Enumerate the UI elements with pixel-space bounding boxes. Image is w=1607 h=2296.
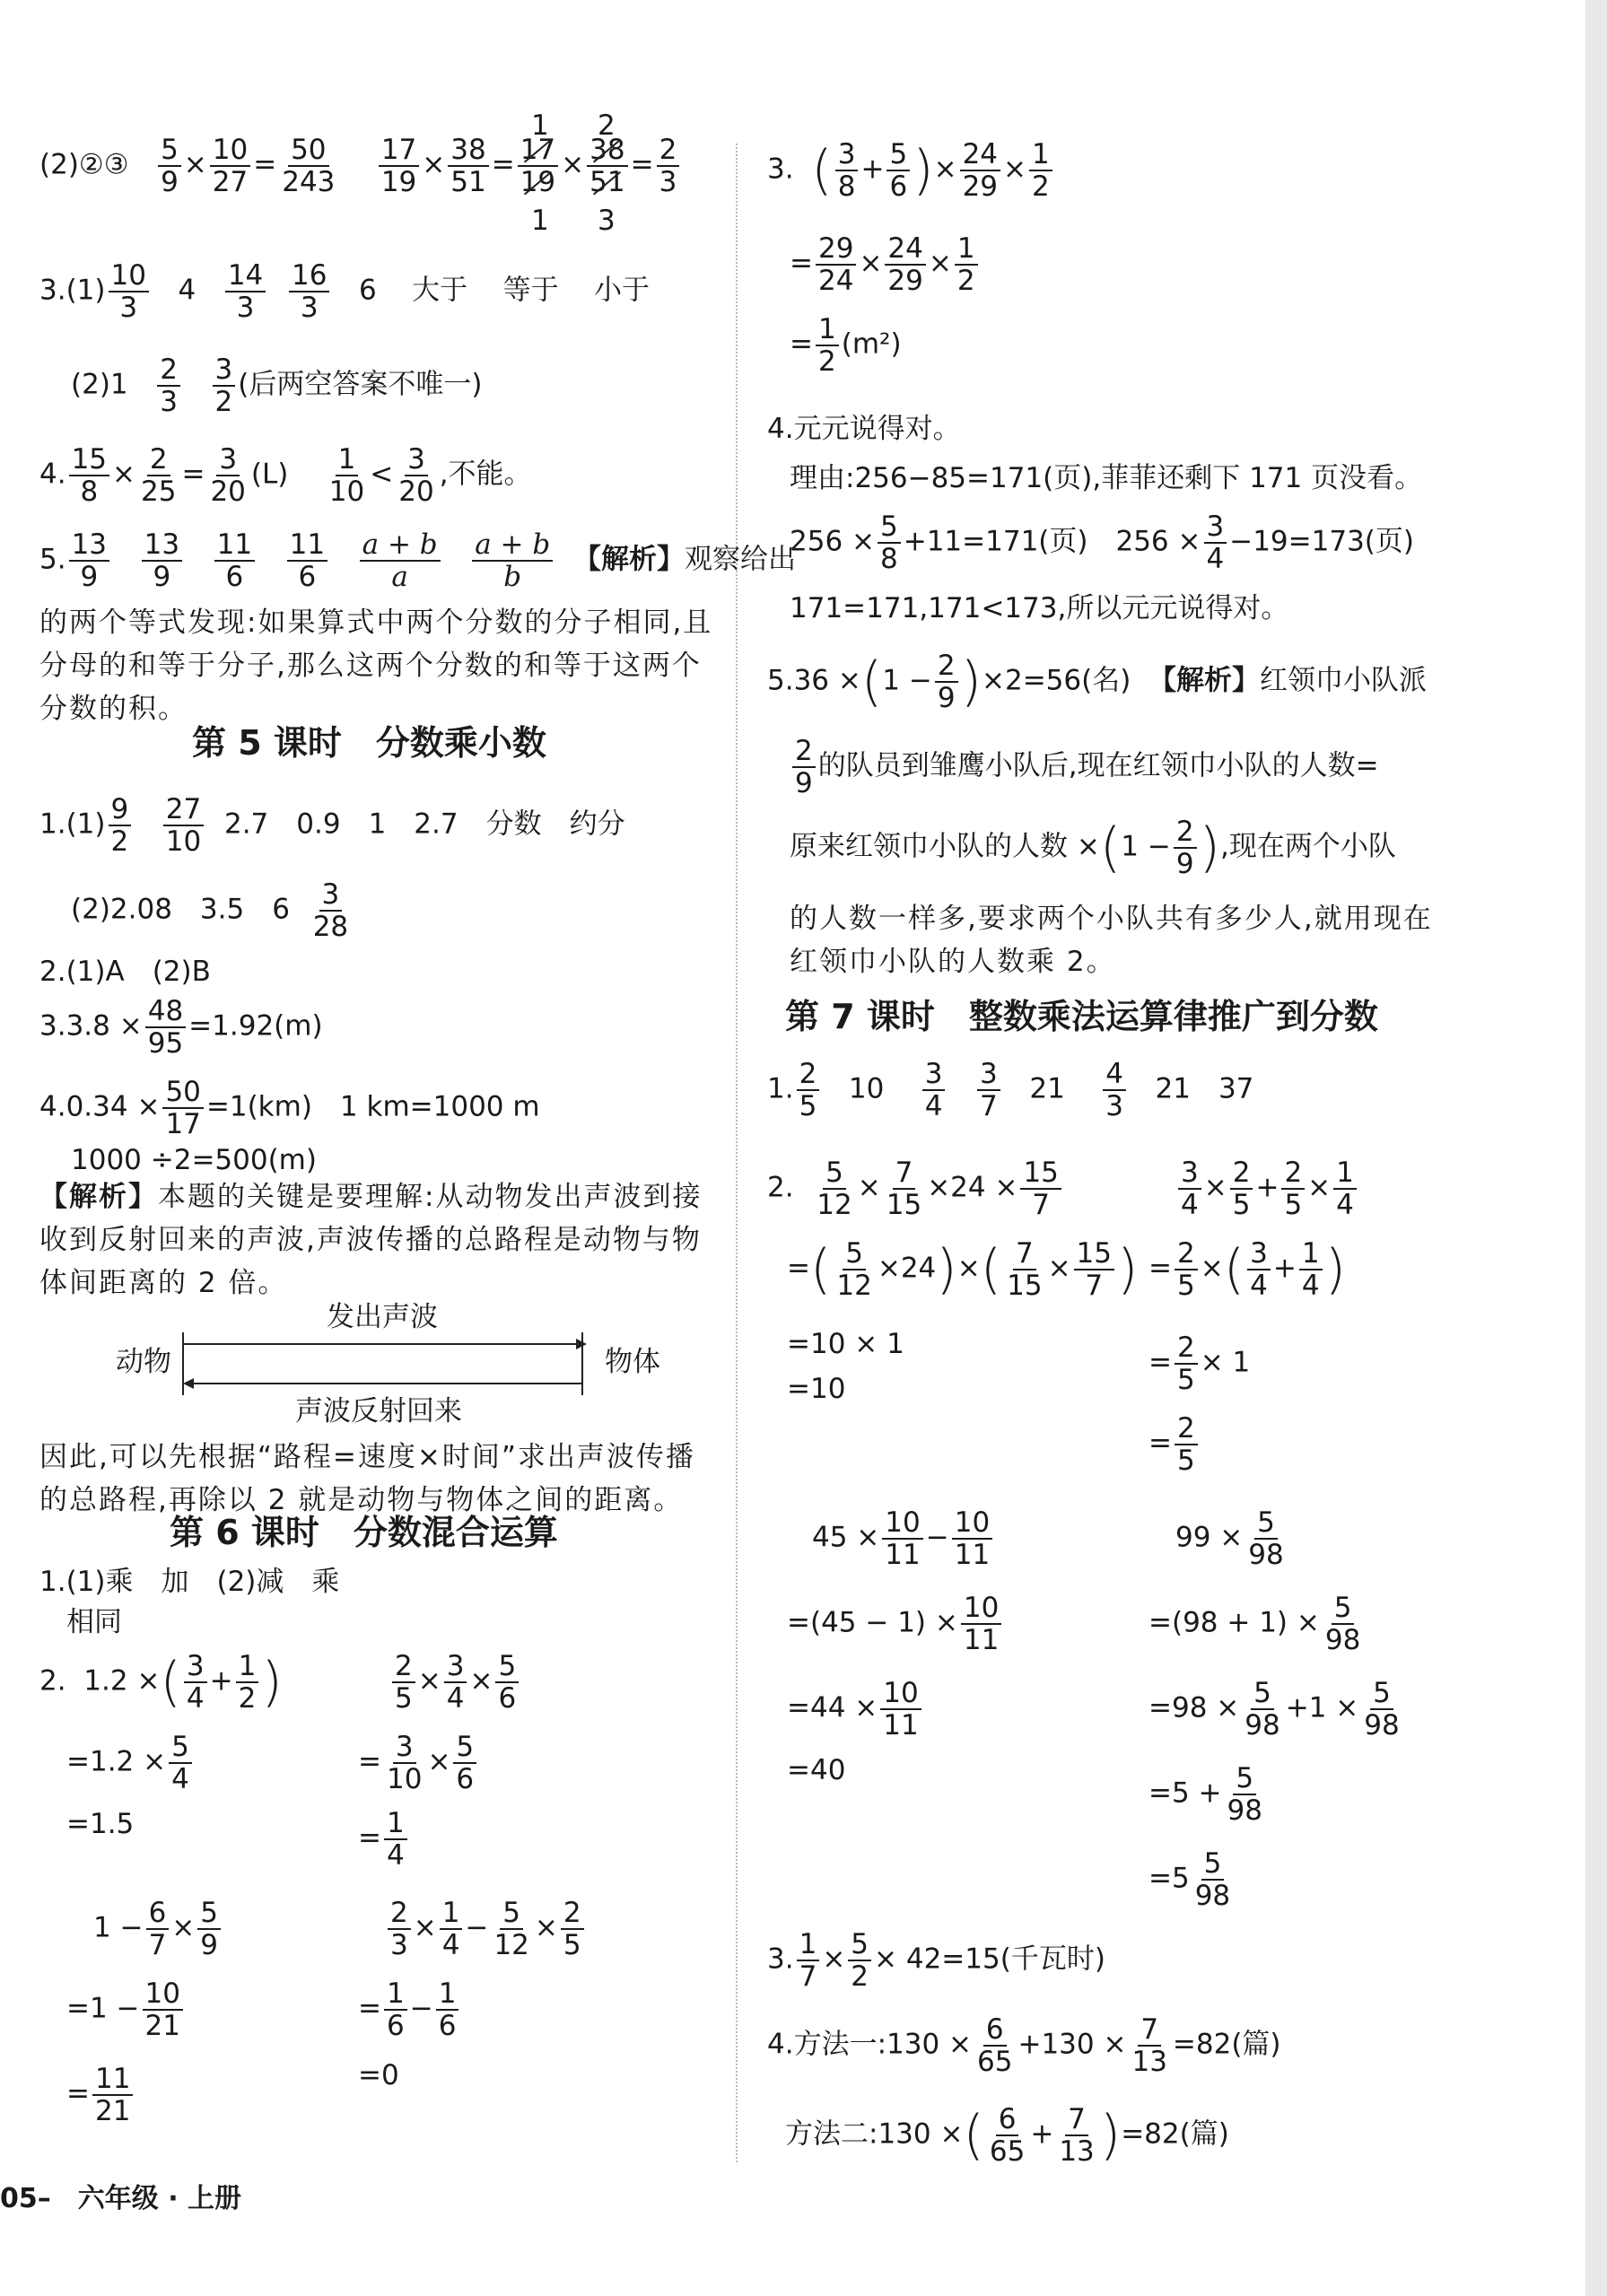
- lesson6-q2-b3: = $\frac{1}{4}$: [358, 1808, 410, 1871]
- lesson7-q2-d3: =98 × $\frac{5}{98}$ +1 × $\frac{5}{98}$: [1148, 1677, 1400, 1742]
- page-edge-shadow: [1585, 0, 1607, 2296]
- r-answer-5-3: 原来红领巾小队的人数 ×(1 − $\frac{2}{9}$ ),现在两个小队: [790, 816, 1396, 881]
- lesson5-q4: 4.0.34 × $\frac{50}{17}$ =1(km) 1 km=1000 m: [39, 1076, 540, 1141]
- heading-lesson-6: 第 6 课时 分数混合运算: [170, 1513, 558, 1552]
- lesson7-q2-c4: =40: [787, 1754, 846, 1786]
- answer-3-2: (2)1 $\frac{2}{3}$ $\frac{3}{2}$ (后两空答案不唯一): [71, 354, 483, 419]
- lesson5-q3: 3.3.8 × $\frac{48}{95}$ =1.92(m): [39, 995, 323, 1061]
- heading-lesson-7: 第 7 课时 整数乘法运算律推广到分数: [785, 997, 1378, 1036]
- lesson7-q2-b4: = $\frac{2}{5}$: [1148, 1413, 1201, 1476]
- lesson6-q2-c3: = $\frac{11}{21}$: [66, 2064, 135, 2126]
- diagram-label-top: 发出声波: [327, 1301, 438, 1333]
- lesson7-q2-a3: =10 × 1: [787, 1328, 904, 1360]
- lesson6-q2-d2: = $\frac{1}{6}$ − $\frac{1}{6}$: [358, 1978, 461, 2041]
- lesson7-q4-a: 4.方法一:130 × $\frac{6}{65}$ +130 × $\frac{7}{13}$ =82(篇): [767, 2013, 1281, 2079]
- lesson6-q2-c1: 1 − $\frac{6}{7}$ × $\frac{5}{9}$: [93, 1898, 223, 1960]
- lesson6-q2-b1: $\frac{2}{5}$ × $\frac{3}{4}$ × $\frac{5}{6}$: [389, 1651, 521, 1714]
- diagram-label-bottom: 声波反射回来: [295, 1395, 462, 1427]
- r-answer-4-4: 171=171,171<173,所以元元说得对。: [790, 592, 1289, 624]
- lesson6-q1: 1.(1)乘 加 (2)减 乘: [39, 1566, 340, 1598]
- lesson7-q2-b1: $\frac{3}{4}$ × $\frac{2}{5}$ + $\frac{2}{5}$ × $\frac{1}{4}$: [1175, 1157, 1359, 1220]
- analysis-5-text: 的两个等式发现:如果算式中两个分数的分子相同,且分母的和等于分子,那么这两个分数的和等于这两个分数的积。: [39, 607, 713, 725]
- r-answer-5-1: 5.36 ×(1 − $\frac{2}{9}$ )×2=56(名) 【解析】红领巾小队派: [767, 650, 1428, 715]
- lesson7-q2-d2: =(98 + 1) × $\frac{5}{98}$: [1148, 1592, 1361, 1657]
- lesson6-q2-b2: = $\frac{3}{10}$ × $\frac{5}{6}$: [358, 1732, 479, 1794]
- lesson7-q2-b3: = $\frac{2}{5}$ × 1: [1148, 1331, 1251, 1397]
- answer-2-2: (2)②③ $\frac{5}{9}$ × $\frac{10}{27}$ = $\frac{50}{243}$ $\frac{17}{19}$ × $\frac{38}{51}$ = $\frac{17}{19}$ × $\frac{38}{51}$ = $\frac{2}{3}$: [39, 135, 682, 197]
- answer-5: 5. $\frac{13}{9}$ $\frac{13}{9}$ $\frac{11}{6}$ $\frac{11}{6}$ $\frac{a + b}{a}$ $\frac{a + b}{b}$ 【解析】观察给出: [39, 528, 796, 594]
- r-answer-4-2: 理由:256−85=171(页),菲菲还剩下 171 页没看。: [790, 462, 1423, 494]
- lesson7-q1: 1. $\frac{2}{5}$ 10 $\frac{3}{4}$ $\frac{3}{7}$ 21 $\frac{4}{3}$ 21 37: [767, 1058, 1254, 1123]
- r-answer-3-c: = $\frac{1}{2}$ (m²): [790, 313, 902, 379]
- r-answer-3-b: = $\frac{29}{24}$ × $\frac{24}{29}$ × $\frac{1}{2}$: [790, 233, 981, 296]
- r-answer-5-4: 的人数一样多,要求两个小队共有多少人,就用现在红领巾小队的人数乘 2。: [790, 903, 1433, 978]
- lesson5-q4-b: 1000 ÷2=500(m): [71, 1144, 317, 1176]
- heading-lesson-5: 第 5 课时 分数乘小数: [192, 723, 546, 763]
- page-footer: 05– 六年级 · 上册: [0, 2183, 242, 2214]
- diagram-label-animal: 动物: [116, 1346, 171, 1378]
- cancel-bottom-2: 3: [598, 205, 616, 237]
- lesson5-q2: 2.(1)A (2)B: [39, 956, 211, 988]
- r-answer-5-2: $\frac{2}{9}$ 的队员到雏鹰小队后,现在红领巾小队的人数=: [790, 736, 1379, 799]
- lesson7-q2-a4: =10: [787, 1373, 846, 1405]
- lesson7-q2-d4: =5 + $\frac{5}{98}$: [1148, 1762, 1262, 1828]
- lesson6-q2-a1: 2. 1.2 ×( $\frac{3}{4}$ + $\frac{1}{2}$ ): [39, 1650, 283, 1715]
- lesson7-q2-a2: =( $\frac{5}{12}$ ×24)×( $\frac{7}{15}$ × $\frac{15}{7}$ ): [787, 1237, 1139, 1303]
- lesson7-q4-b: 方法二:130 ×( $\frac{6}{65}$ + $\frac{7}{13}$ )=82(篇): [785, 2103, 1229, 2169]
- lesson5-conclusion: 因此,可以先根据“路程=速度×时间”求出声波传播的总路程,再除以 2 就是动物与物体之间的距离。: [39, 1441, 695, 1516]
- lesson7-q2-c1: 45 × $\frac{10}{11}$ − $\frac{10}{11}$: [812, 1507, 995, 1570]
- cancel-top-2: 2: [598, 109, 616, 142]
- lesson6-q2-a3: =1.5: [66, 1808, 135, 1840]
- cancel-top-1: 1: [531, 109, 549, 142]
- cancel-bottom-1: 1: [531, 205, 549, 237]
- lesson7-q2-c3: =44 × $\frac{10}{11}$: [787, 1678, 924, 1741]
- lesson7-q2-d5: =5 $\frac{5}{98}$: [1148, 1847, 1231, 1913]
- r-answer-3: 3. ( $\frac{3}{8}$ + $\frac{5}{6}$ )× $\frac{24}{29}$ × $\frac{1}{2}$: [767, 139, 1055, 202]
- diagram-label-object: 物体: [605, 1346, 660, 1378]
- lesson6-q2-d3: =0: [358, 2059, 399, 2091]
- column-divider: [736, 144, 738, 2162]
- lesson5-analysis: 【解析】本题的关键是要理解:从动物发出声波到接收到反射回来的声波,声波传播的总路程是动物与物体间距离的 2 倍。: [39, 1181, 703, 1299]
- lesson6-q2-c2: =1 − $\frac{10}{21}$: [66, 1978, 186, 2041]
- lesson6-q2-d1: $\frac{2}{3}$ × $\frac{1}{4}$ − $\frac{5}{12}$ × $\frac{2}{5}$: [385, 1898, 587, 1960]
- lesson7-q2-d1: 99 × $\frac{5}{98}$: [1175, 1506, 1284, 1572]
- r-answer-4-1: 4.元元说得对。: [767, 413, 961, 445]
- lesson7-q2-c2: =(45 − 1) × $\frac{10}{11}$: [787, 1593, 1004, 1655]
- lesson5-q1-1: 1.(1) $\frac{9}{2}$ $\frac{27}{10}$ 2.7 0.9 1 2.7 分数 约分: [39, 793, 625, 859]
- lesson6-q1-b: 相同: [66, 1606, 122, 1638]
- lesson5-q1-2: (2)2.08 3.5 6 $\frac{3}{28}$: [71, 878, 349, 944]
- lesson7-q2-b2: = $\frac{2}{5}$ ×( $\frac{3}{4}$ + $\frac{1}{4}$ ): [1148, 1237, 1346, 1303]
- answer-3-1: 3.(1) $\frac{10}{3}$ 4 $\frac{14}{3}$ $\frac{16}{3}$ 6 大于 等于 小于: [39, 259, 650, 325]
- lesson7-q3: 3. $\frac{1}{7}$ × $\frac{5}{2}$ × 42=15(千瓦时): [767, 1928, 1105, 1994]
- lesson6-q2-a2: =1.2 × $\frac{5}{4}$: [66, 1732, 195, 1794]
- answer-4: 4. $\frac{15}{8}$ × $\frac{2}{25}$ = $\frac{3}{20}$ (L) $\frac{1}{10}$ < $\frac{3}{20}$ ,不能。: [39, 443, 532, 509]
- r-answer-4-3: 256 × $\frac{5}{8}$ +11=171(页) 256 × $\frac{3}{4}$ −19=173(页): [790, 511, 1414, 576]
- lesson7-q2-a1: 2. $\frac{5}{12}$ × $\frac{7}{15}$ ×24 × $\frac{15}{7}$: [767, 1157, 1064, 1220]
